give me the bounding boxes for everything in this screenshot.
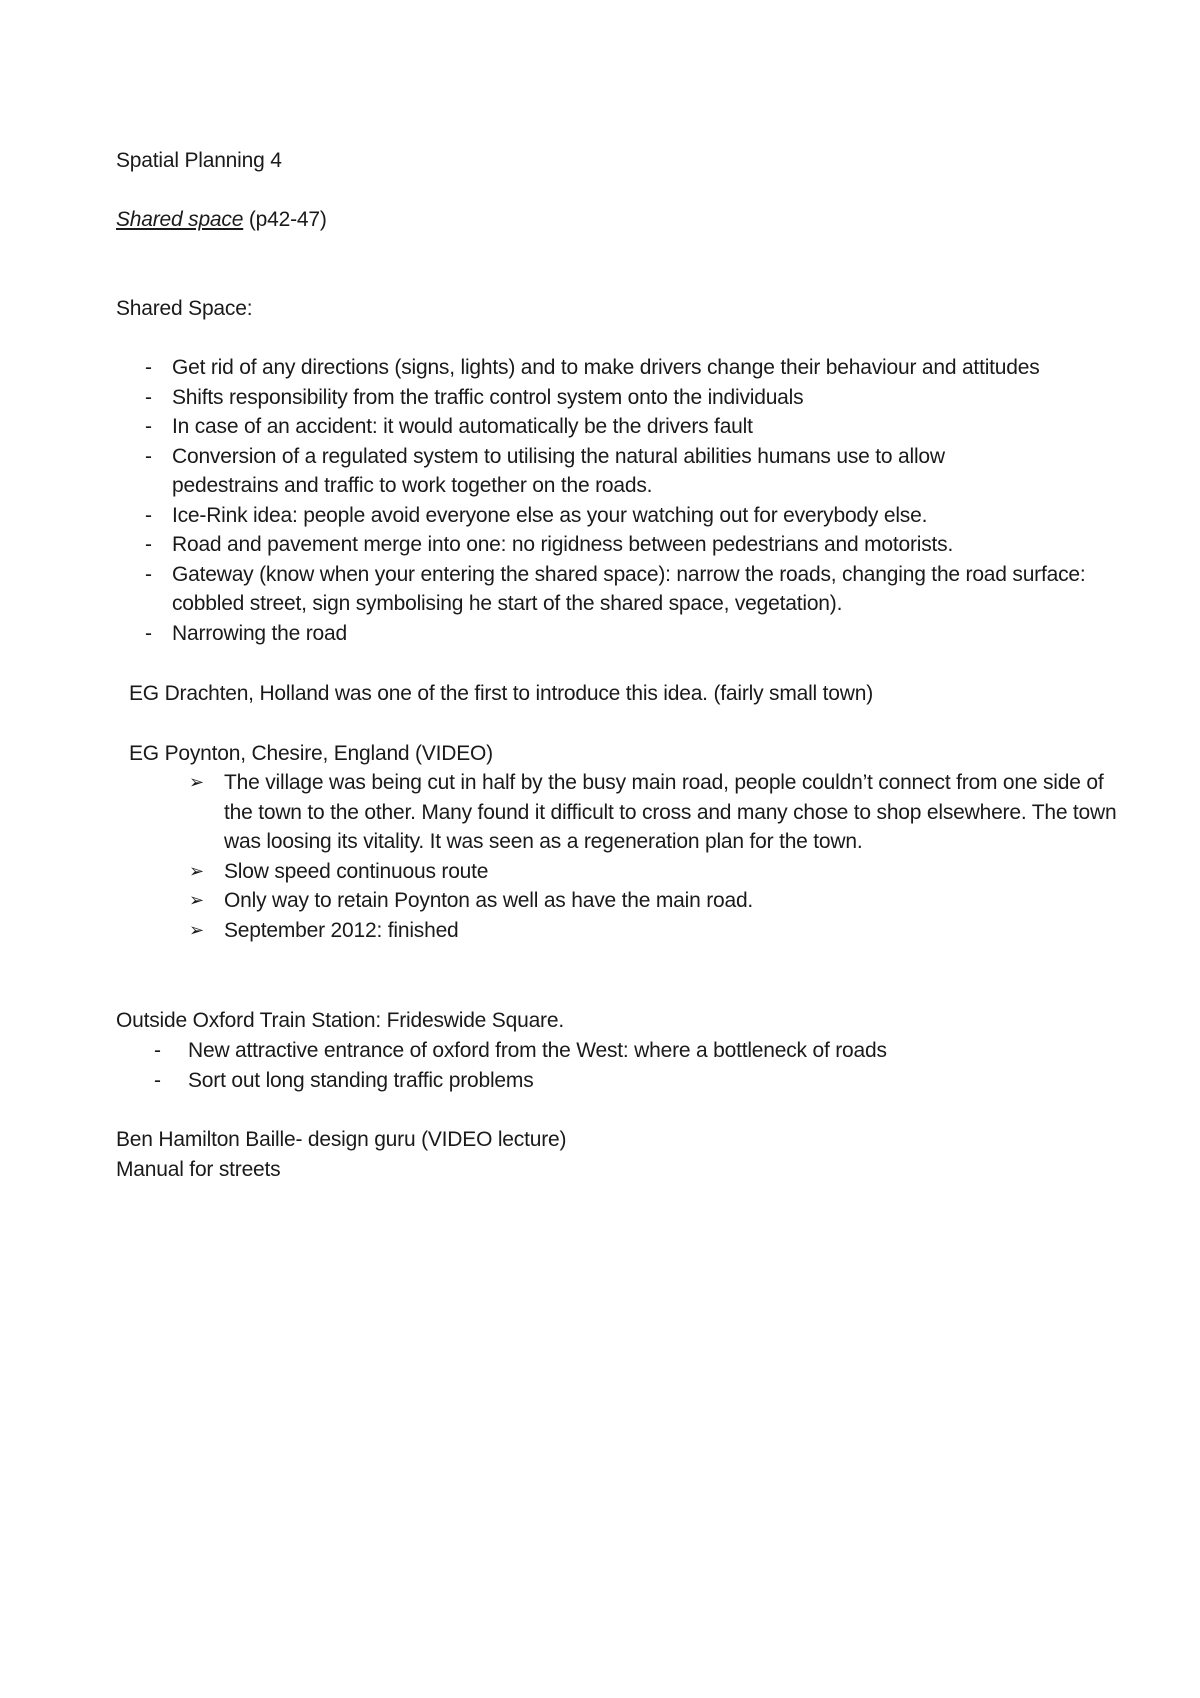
- list-item: ➢ Only way to retain Poynton as well as have the main road.: [224, 886, 1124, 916]
- dash-marker: -: [154, 1039, 161, 1062]
- topic-pages: (p42-47): [243, 208, 327, 231]
- dash-marker: -: [145, 621, 152, 645]
- arrow-bullet-icon: ➢: [189, 772, 204, 793]
- section-label: Shared Space:: [116, 297, 253, 320]
- list-item: ➢ Slow speed continuous route: [224, 857, 1124, 887]
- poynton-list: [0, 768, 1117, 945]
- list-item: - Narrowing the road: [172, 619, 1122, 649]
- list-item: - Sort out long standing traffic problems: [188, 1066, 1138, 1096]
- list-item: - Gateway (know when your entering the shared space): narrow the roads, changing the road surface: cobbled street, sign symbolising he start of the shared space, vegetation).: [172, 560, 1087, 619]
- list-item: ➢ The village was being cut in half by the busy main road, people couldn’t connect from one side of the town to the other. Many found it difficult to cross and many chose to shop elsewhere. The town was loosing its vitality. It was seen as a regeneration plan for the town.: [224, 768, 1124, 857]
- oxford-list: [0, 1036, 950, 1095]
- dash-marker: -: [154, 1068, 161, 1092]
- list-item: - Road and pavement merge into one: no rigidness between pedestrians and motorists.: [172, 530, 1122, 560]
- list-item: - Conversion of a regulated system to utilising the natural abilities humans use to allow pedestrains and traffic to work together on the roads.: [172, 442, 1032, 501]
- ben-hamilton-line: Ben Hamilton Baille- design guru (VIDEO lecture): [116, 1128, 567, 1151]
- list-item: - Get rid of any directions (signs, lights) and to make drivers change their behaviour and attitudes: [172, 353, 1122, 383]
- list-item: ➢ September 2012: finished: [224, 916, 1124, 946]
- list-item: - Shifts responsibility from the traffic control system onto the individuals: [172, 383, 1122, 413]
- list-item: - In case of an accident: it would automatically be the drivers fault: [172, 412, 1122, 442]
- manual-line: Manual for streets: [116, 1158, 281, 1181]
- shared-space-list: [0, 353, 1086, 648]
- dash-marker: -: [145, 533, 152, 556]
- eg-poynton: EG Poynton, Chesire, England (VIDEO): [129, 742, 493, 765]
- dash-marker: -: [145, 356, 152, 379]
- dash-marker: -: [145, 562, 152, 586]
- eg-drachten: EG Drachten, Holland was one of the first to introduce this idea. (fairly small town): [129, 682, 874, 705]
- list-item: - New attractive entrance of oxford from the West: where a bottleneck of roads: [188, 1036, 1138, 1066]
- arrow-bullet-icon: ➢: [189, 919, 204, 941]
- dash-marker: -: [145, 503, 152, 527]
- dash-marker: -: [145, 444, 152, 468]
- dash-marker: -: [145, 415, 152, 438]
- topic-underlined: Shared space: [116, 208, 244, 231]
- oxford-heading: Outside Oxford Train Station: Frideswide Square.: [116, 1009, 564, 1032]
- topic-line: [116, 205, 327, 235]
- arrow-bullet-icon: ➢: [189, 860, 204, 882]
- document-title: Spatial Planning 4: [116, 149, 282, 172]
- list-item: - Ice-Rink idea: people avoid everyone else as your watching out for everybody else.: [172, 501, 1122, 531]
- arrow-bullet-icon: ➢: [189, 890, 204, 911]
- dash-marker: -: [145, 385, 152, 409]
